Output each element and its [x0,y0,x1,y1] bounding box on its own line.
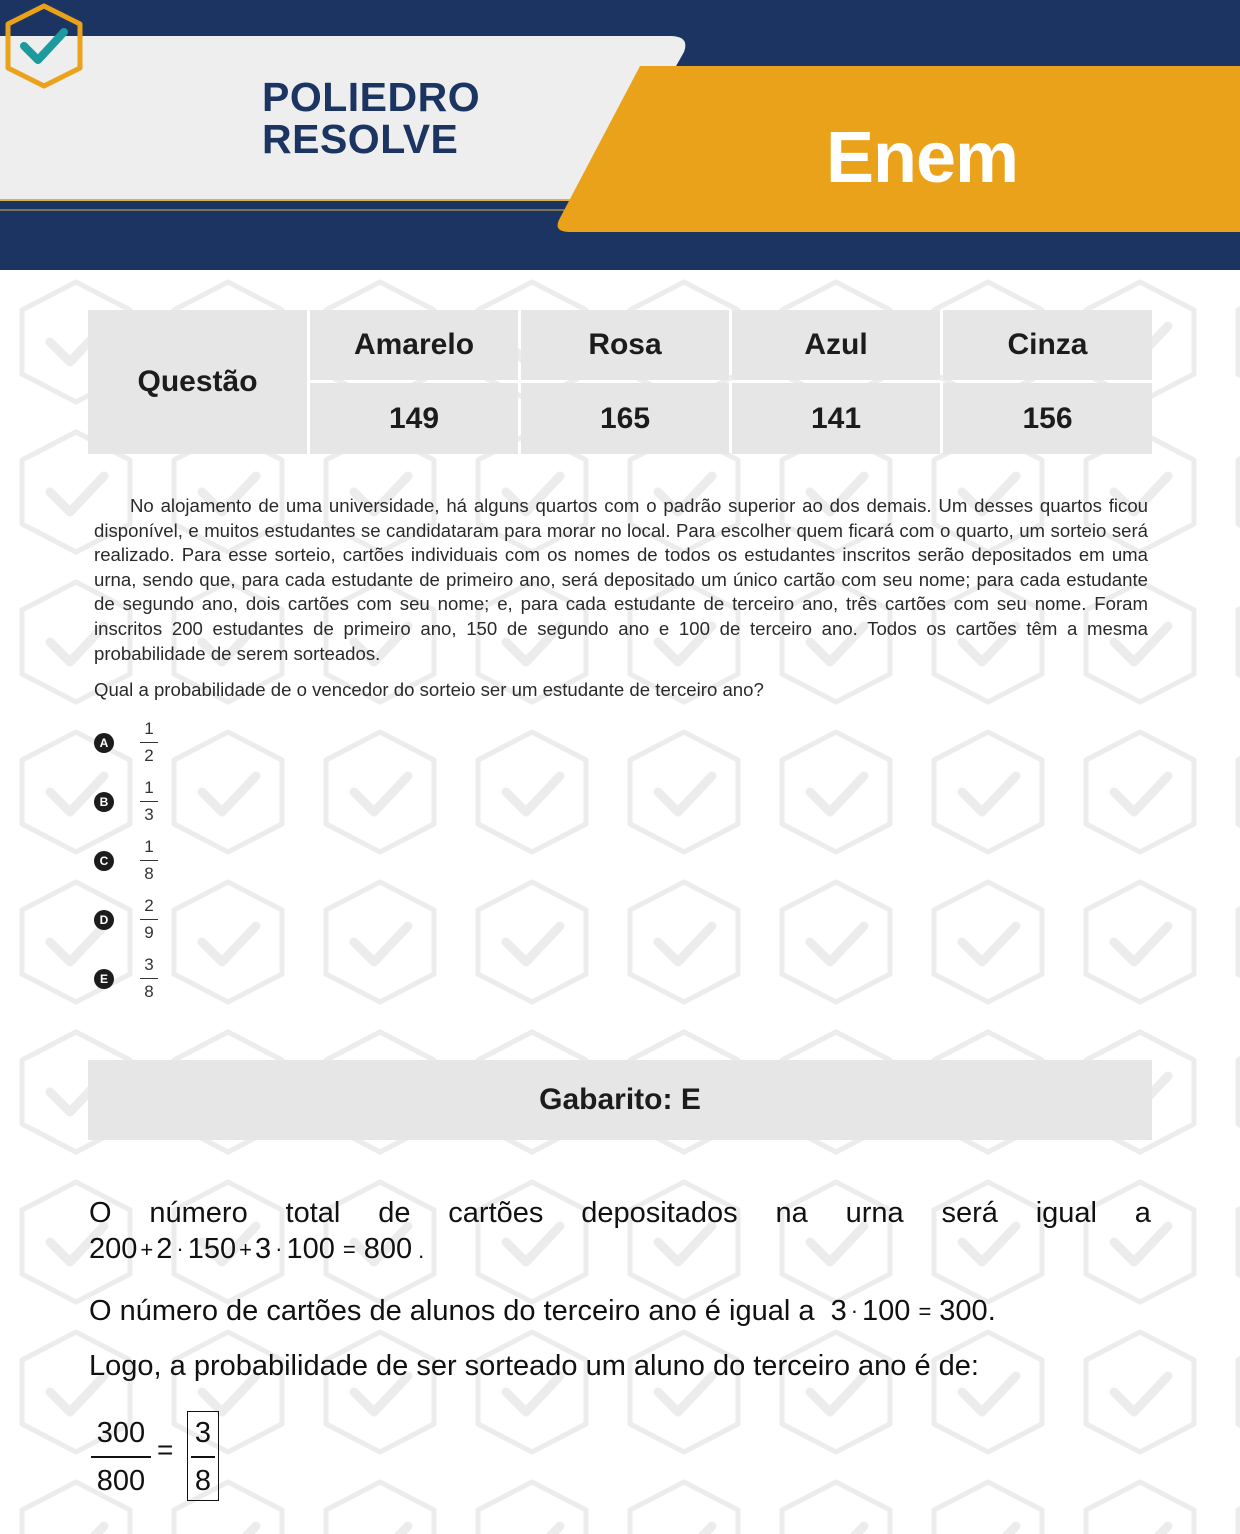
option-e-letter: E [94,969,114,989]
solution-line-4: Logo, a probabilidade de ser sorteado um aluno do terceiro ano é de: [89,1350,979,1382]
final-fraction-left [91,1416,151,1498]
option-a-fraction [140,718,158,767]
solution-word: O [89,1197,112,1229]
solution-third-year-equation: 3 · 100 = 300. [830,1295,996,1327]
background-pattern [0,270,1240,1534]
math-term: 150 [187,1233,237,1265]
solution-word: a [1134,1197,1151,1229]
final-numerator: 300 [96,1417,146,1449]
math-result: 800 [363,1233,413,1265]
solution-word: igual [1035,1197,1097,1229]
final-fraction-result [191,1416,215,1498]
final-fraction-equation [91,1414,227,1498]
equals-sign: = [157,1434,174,1465]
option-d-fraction [140,895,158,944]
option-c-letter: C [94,851,114,871]
exam-title: Enem [826,118,1019,198]
option-c-fraction [140,836,158,885]
solution-word: de [378,1197,411,1229]
option-d-letter: D [94,910,114,930]
answer-key: Gabarito: E [88,1060,1152,1140]
question-prompt: Qual a probabilidade de o vencedor do sorteio ser um estudante de terceiro ano? [94,679,764,700]
table-col-azul: Azul [732,310,940,380]
solution-word: total [285,1197,341,1229]
brand-line-1: POLIEDRO [262,74,481,120]
option-c-denominator: 8 [144,864,154,883]
option-b-denominator: 3 [144,805,154,824]
solution-word: número [149,1197,248,1229]
solution-word: na [775,1197,808,1229]
math-term: 100 [286,1233,335,1265]
option-e-fraction [140,954,158,1003]
option-d-numerator: 2 [144,896,154,915]
option-b-letter: B [94,792,114,812]
option-a-denominator: 2 [144,746,154,765]
math-term: 100 [862,1295,911,1327]
table-value-rosa: 165 [521,383,729,454]
brand-check-icon [0,0,88,92]
table-row-header: Questão [88,310,307,454]
question-paragraph: No alojamento de uma universidade, há alguns quartos com o padrão superior ao dos demais. Um desses quartos ficou disponível, e muitos estudantes se candidataram para morar no local. Para escolher quem ficará com o quarto, um sorteio será realizado. Para esse sorteio, cartões individuais com os nomes de todos os estudantes inscritos serão depositados em uma urna, sendo que, para cada estudante de primeiro ano, será depositado um único cartão com seu nome; para cada estudante de segundo ano, dois cartões com seu nome; e, para cada estudante de terceiro ano, três cartões com seu nome. Foram inscritos 200 estudantes de primeiro ano, 150 de segundo ano e 100 de terceiro ano. Todos os cartões têm a mesma probabilidade de serem sorteados. [94,495,1148,664]
final-denominator: 800 [96,1465,146,1497]
result-numerator: 3 [194,1417,212,1449]
table-value-azul: 141 [732,383,940,454]
solution-word: depositados [581,1197,738,1229]
option-a-letter: A [94,733,114,753]
question-statement [94,494,1148,666]
math-result: 300 [939,1295,988,1327]
solution-line-3-text: O número de cartões de alunos do terceiro ano é igual a [89,1295,815,1327]
brand-line-2: RESOLVE [262,116,459,162]
option-b-numerator: 1 [144,778,154,797]
option-d-denominator: 9 [144,923,154,942]
solution-word: será [941,1197,998,1229]
table-value-amarelo: 149 [310,383,518,454]
table-value-cinza: 156 [943,383,1152,454]
table-col-cinza: Cinza [943,310,1152,380]
option-a-numerator: 1 [144,719,154,738]
option-e-denominator: 8 [144,982,154,1001]
solution-word: urna [845,1197,904,1229]
question-number-table [88,310,1152,454]
solution-line-3 [89,1295,996,1328]
table-col-amarelo: Amarelo [310,310,518,380]
math-term: 2 [156,1233,173,1265]
solution-word: cartões [448,1197,544,1229]
math-term: 200 [89,1233,138,1265]
math-term: 3 [830,1295,847,1327]
option-c-numerator: 1 [144,837,154,856]
brand-logo-text [262,76,480,160]
option-b-fraction [140,777,158,826]
header-shapes [0,0,1240,270]
option-e-numerator: 3 [144,955,154,974]
solution-total-equation: 200 + 2 · 150 + 3 · 100 = 800 . [89,1233,425,1265]
header-banner [0,0,1240,270]
solution-line-1 [89,1197,1151,1230]
math-term: 3 [254,1233,272,1265]
result-denominator: 8 [194,1465,212,1497]
table-col-rosa: Rosa [521,310,729,380]
